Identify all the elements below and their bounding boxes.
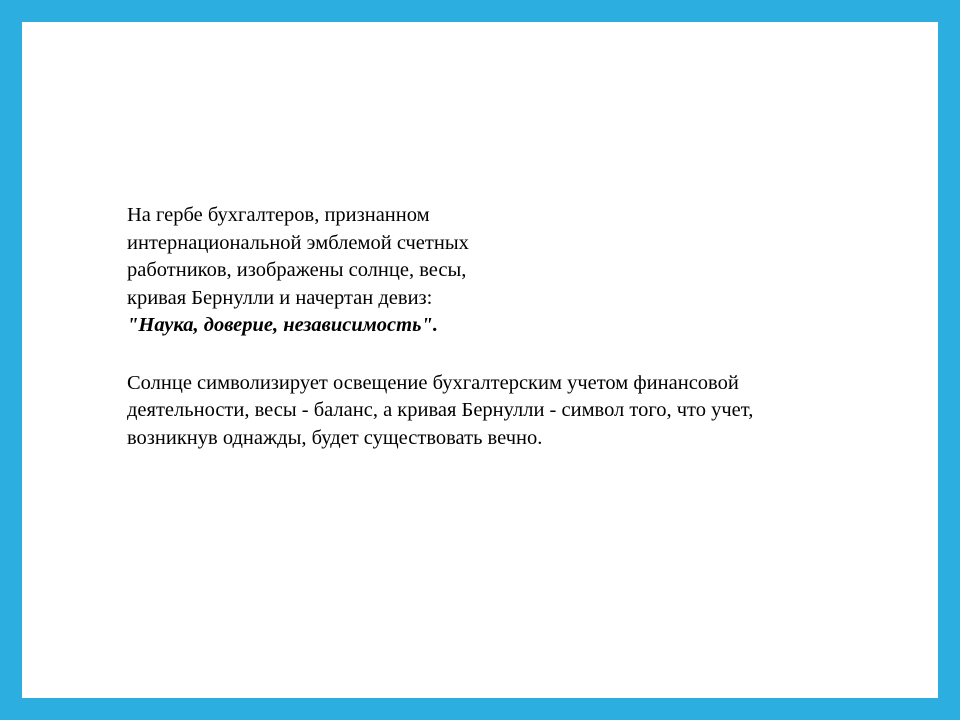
paragraph-line: Солнце символизирует освещение бухгалтерским учетом финансовой: [127, 371, 739, 394]
paragraph-line: кривая Бернулли и начертан девиз:: [127, 286, 433, 309]
paragraph-line: работников, изображены солнце, весы,: [127, 259, 467, 281]
paragraph-emblem-description: [127, 202, 547, 340]
slide-content: [127, 202, 887, 452]
paragraph-line: интернациональной эмблемой счетных: [127, 231, 469, 254]
slide-canvas: [22, 22, 938, 698]
paragraph-line: возникнув однажды, будет существовать вечно.: [127, 426, 543, 449]
motto-text: "Наука, доверие, независимость".: [127, 314, 438, 336]
paragraph-line: деятельности, весы - баланс, а кривая Бернулли - символ того, что учет,: [127, 399, 754, 421]
paragraph-symbolism: [127, 370, 867, 453]
paragraph-line: На гербе бухгалтеров, признанном: [127, 204, 430, 226]
